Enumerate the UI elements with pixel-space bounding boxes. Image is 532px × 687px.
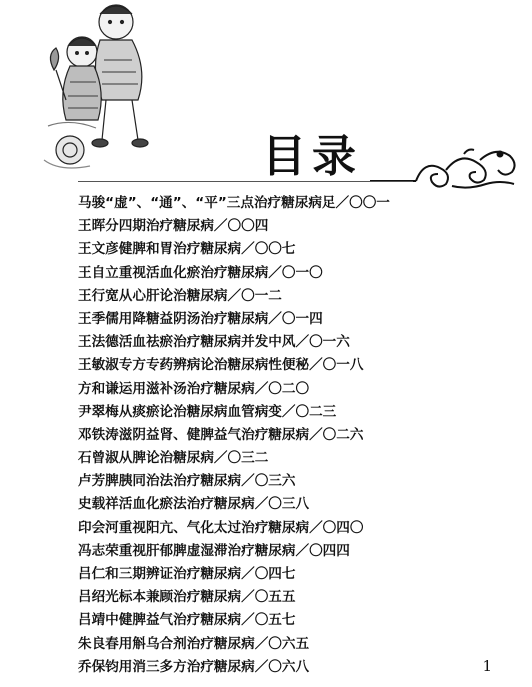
toc-entry[interactable]: 史载祥活血化瘀法治疗糖尿病／〇三八 bbox=[78, 496, 310, 513]
toc-entry[interactable]: 方和谦运用滋补汤治疗糖尿病／〇二〇 bbox=[78, 380, 310, 397]
toc-entry[interactable]: 石曾淑从脾论治糖尿病／〇三二 bbox=[78, 450, 269, 467]
toc-entry[interactable]: 吕仁和三期辨证治疗糖尿病／〇四七 bbox=[78, 566, 296, 582]
cloud-dragon-ornament bbox=[368, 140, 520, 192]
toc-entry[interactable]: 王文彦健脾和胃治疗糖尿病／〇〇七 bbox=[78, 241, 296, 258]
toc-entry[interactable]: 王季儒用降糖益阴汤治疗糖尿病／〇一四 bbox=[78, 310, 323, 327]
toc-entry[interactable]: 吕靖中健脾益气治疗糖尿病／〇五七 bbox=[78, 612, 296, 629]
toc-entry[interactable]: 吕绍光标本兼顾治疗糖尿病／〇五五 bbox=[78, 589, 296, 606]
toc-entry[interactable]: 印会河重视阳亢、气化太过治疗糖尿病／〇四〇 bbox=[78, 519, 364, 536]
page-number: 1 bbox=[482, 657, 492, 675]
toc-entry[interactable]: 乔保钧用消三多方治疗糖尿病／〇六八 bbox=[78, 658, 310, 675]
toc-entry[interactable]: 尹翠梅从痰瘀论治糖尿病血管病变／〇二三 bbox=[78, 403, 337, 420]
toc-entry[interactable]: 王行宽从心肝论治糖尿病／〇一二 bbox=[78, 287, 282, 304]
children-illustration bbox=[40, 0, 158, 178]
toc-entry[interactable]: 马骏“虚”、“通”、“平”三点治疗糖尿病足／〇〇一 bbox=[78, 195, 390, 211]
toc-entry[interactable]: 冯志荣重视肝郁脾虚湿滞治疗糖尿病／〇四四 bbox=[78, 542, 350, 559]
toc-entry[interactable]: 朱良春用斛乌合剂治疗糖尿病／〇六五 bbox=[78, 635, 310, 652]
toc-entry[interactable]: 王敏淑专方专药辨病论治糖尿病性便秘／〇一八 bbox=[78, 357, 364, 374]
toc-entry[interactable]: 卢芳脾胰同治法治疗糖尿病／〇三六 bbox=[78, 473, 296, 490]
toc-entry[interactable]: 王自立重视活血化瘀治疗糖尿病／〇一〇 bbox=[78, 264, 323, 281]
toc-entry[interactable]: 邓铁涛滋阴益肾、健脾益气治疗糖尿病／〇二六 bbox=[78, 426, 364, 443]
toc-entry[interactable]: 王晖分四期治疗糖尿病／〇〇四 bbox=[78, 218, 269, 235]
table-of-contents bbox=[78, 192, 518, 679]
page-title: 目录 bbox=[262, 131, 362, 182]
heading-rule bbox=[78, 181, 413, 182]
toc-entry[interactable]: 王法德活血祛瘀治疗糖尿病并发中风／〇一六 bbox=[78, 334, 350, 351]
